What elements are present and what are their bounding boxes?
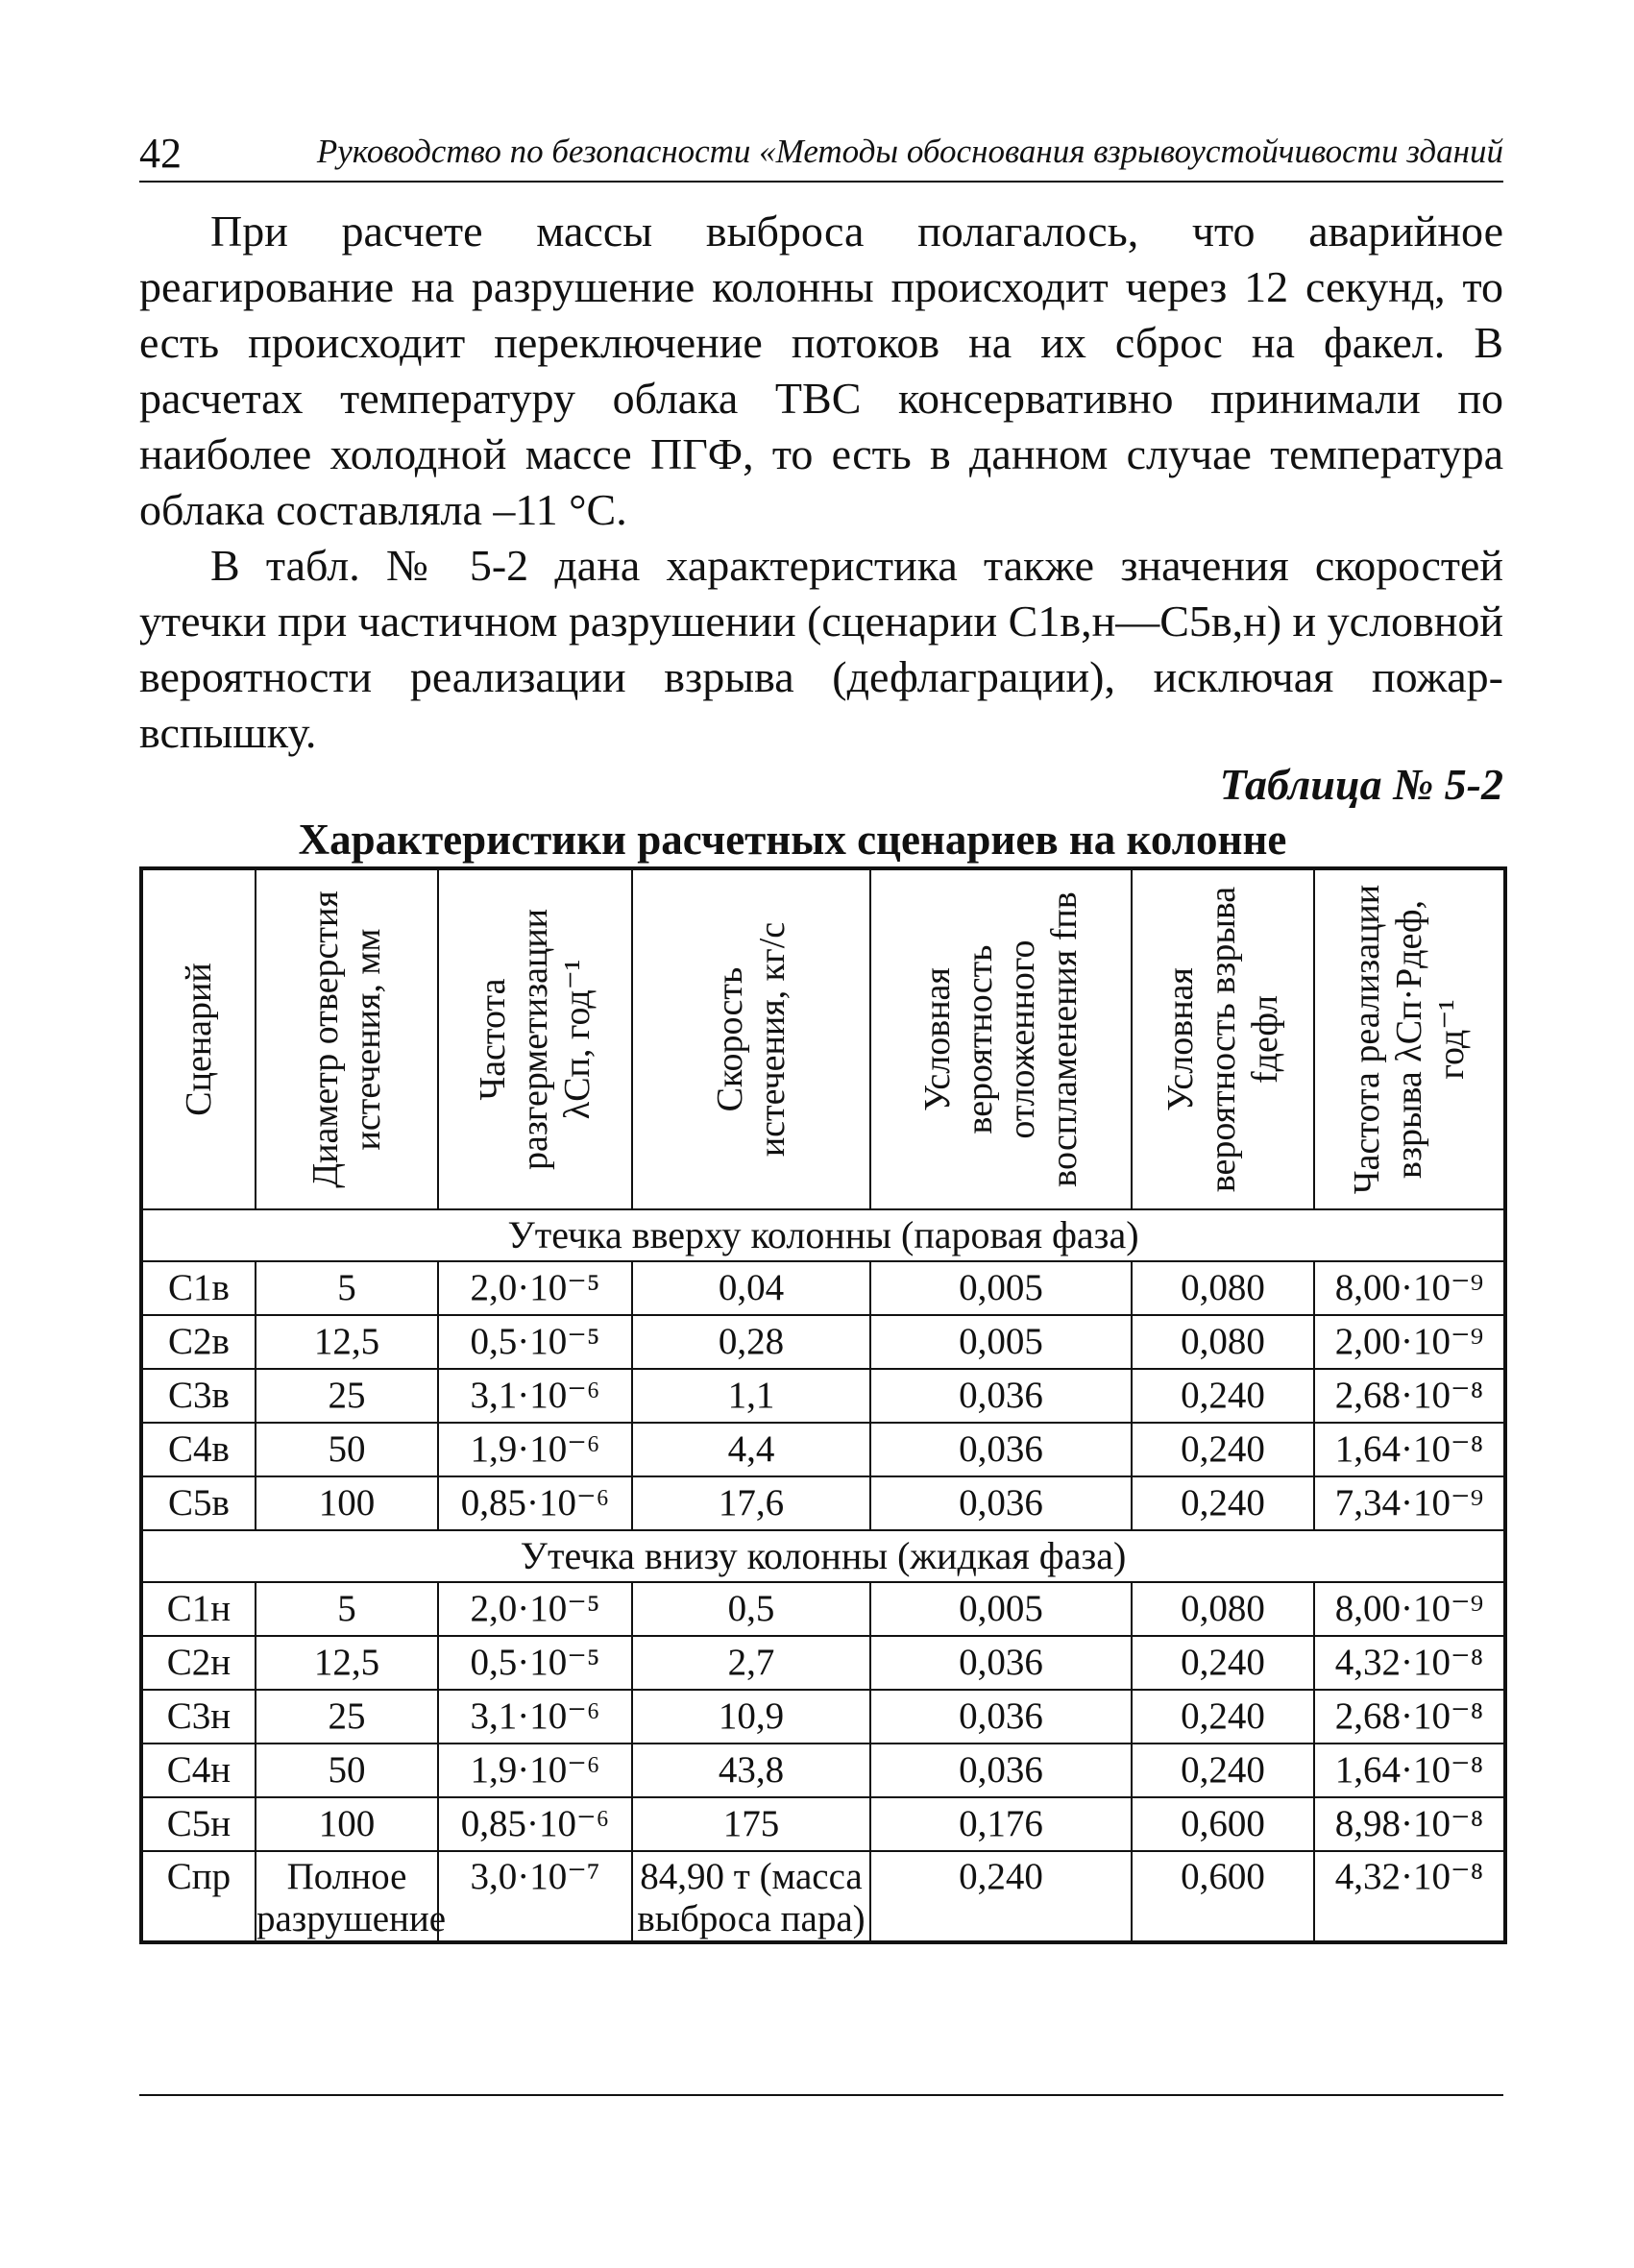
table-cell: 0,036: [870, 1690, 1132, 1744]
table-caption: [139, 757, 1503, 866]
table-cell: 5: [256, 1261, 438, 1315]
column-header: Условная вероятность отложенного воспламенения fпв: [870, 868, 1132, 1209]
table-row: [141, 1261, 1505, 1315]
table-cell: 1,9·10⁻⁶: [438, 1744, 632, 1797]
column-header: Частота реализации взрыва λCп·Pдеф, год⁻¹: [1314, 868, 1505, 1209]
table-cell: 8,00·10⁻⁹: [1314, 1261, 1505, 1315]
table-cell: 4,32·10⁻⁸: [1314, 1636, 1505, 1690]
table-cell: 0,036: [870, 1476, 1132, 1530]
table-cell: 1,9·10⁻⁶: [438, 1423, 632, 1476]
table-cell: 0,176: [870, 1797, 1132, 1851]
table-row: [141, 1423, 1505, 1476]
table-cell: 0,5·10⁻⁵: [438, 1315, 632, 1369]
table-cell: 0,240: [1132, 1369, 1314, 1423]
paragraph: В табл. № 5-2 дана характеристика также значения скоростей утечки при частичном разрушении (сценарии С1в,н—С5в,н) и условной вероятности реализации взрыва (дефлаграции), исключая пожар-вспышку.: [139, 541, 1503, 757]
table-header-row: [141, 868, 1505, 1209]
table-cell: 25: [256, 1369, 438, 1423]
table-cell: 0,005: [870, 1315, 1132, 1369]
table-cell: 43,8: [632, 1744, 870, 1797]
table-cell: 2,68·10⁻⁸: [1314, 1690, 1505, 1744]
table-cell: С2н: [141, 1636, 256, 1690]
section-title: Утечка внизу колонны (жидкая фаза): [141, 1530, 1505, 1582]
column-header: Скорость истечения, кг/с: [632, 868, 870, 1209]
section-title: Утечка вверху колонны (паровая фаза): [141, 1209, 1505, 1261]
table-cell: 0,240: [1132, 1423, 1314, 1476]
column-header: Частота разгерметизации λCп, год⁻¹: [438, 868, 632, 1209]
table-cell: 2,68·10⁻⁸: [1314, 1369, 1505, 1423]
column-header: Сценарий: [141, 868, 256, 1209]
table-cell: 175: [632, 1797, 870, 1851]
table-row: [141, 1851, 1505, 1942]
table-cell: С3н: [141, 1690, 256, 1744]
table-cell: 0,036: [870, 1636, 1132, 1690]
table-cell: 3,1·10⁻⁶: [438, 1690, 632, 1744]
table-cell: С5н: [141, 1797, 256, 1851]
page-number: 42: [139, 130, 182, 177]
table-cell: 0,240: [1132, 1744, 1314, 1797]
table-cell: 0,080: [1132, 1582, 1314, 1636]
table-row: [141, 1636, 1505, 1690]
table-cell: 4,4: [632, 1423, 870, 1476]
table-cell: 12,5: [256, 1315, 438, 1369]
footer-rule: [139, 2094, 1503, 2096]
running-header-title: Руководство по безопасности «Методы обоснования взрывоустойчивости зданий: [316, 133, 1503, 170]
table-cell: С3в: [141, 1369, 256, 1423]
table-cell: 0,080: [1132, 1315, 1314, 1369]
table-cell: 100: [256, 1797, 438, 1851]
table-cell: Спр: [141, 1851, 256, 1942]
table-cell: 0,240: [1132, 1476, 1314, 1530]
table-cell: 84,90 т (масса выброса пара): [632, 1851, 870, 1942]
table-title: Характеристики расчетных сценариев на колонне: [298, 816, 1287, 864]
table-row: [141, 1797, 1505, 1851]
table-row: [141, 1744, 1505, 1797]
table-cell: 100: [256, 1476, 438, 1530]
table-cell: 0,28: [632, 1315, 870, 1369]
table-cell: 7,34·10⁻⁹: [1314, 1476, 1505, 1530]
table-cell: 2,7: [632, 1636, 870, 1690]
table-cell: 0,240: [1132, 1690, 1314, 1744]
table-cell: 1,64·10⁻⁸: [1314, 1744, 1505, 1797]
table-number: Таблица № 5-2: [1219, 760, 1503, 809]
table-cell: 0,85·10⁻⁶: [438, 1476, 632, 1530]
table-cell: 0,080: [1132, 1261, 1314, 1315]
body-text: [139, 204, 1503, 761]
table-cell: 5: [256, 1582, 438, 1636]
table-cell: 0,5: [632, 1582, 870, 1636]
table-cell: 17,6: [632, 1476, 870, 1530]
table-row: [141, 1690, 1505, 1744]
table-row: [141, 1476, 1505, 1530]
table-cell: С1в: [141, 1261, 256, 1315]
table-cell: 8,00·10⁻⁹: [1314, 1582, 1505, 1636]
running-header: [139, 123, 1503, 183]
table-cell: 0,005: [870, 1582, 1132, 1636]
table-cell: 0,036: [870, 1369, 1132, 1423]
table-cell: 4,32·10⁻⁸: [1314, 1851, 1505, 1942]
table-cell: 1,64·10⁻⁸: [1314, 1423, 1505, 1476]
table-row: [141, 1369, 1505, 1423]
table-cell: 8,98·10⁻⁸: [1314, 1797, 1505, 1851]
table-cell: Полное разрушение: [256, 1851, 438, 1942]
table-cell: 0,240: [1132, 1636, 1314, 1690]
table-cell: 0,240: [870, 1851, 1132, 1942]
table-cell: 2,0·10⁻⁵: [438, 1261, 632, 1315]
table-cell: 0,5·10⁻⁵: [438, 1636, 632, 1690]
column-header: Условная вероятность взрыва fдефл: [1132, 868, 1314, 1209]
table-cell: 0,036: [870, 1423, 1132, 1476]
table-cell: 50: [256, 1423, 438, 1476]
table-cell: С1н: [141, 1582, 256, 1636]
table-cell: 10,9: [632, 1690, 870, 1744]
column-header: Диаметр отверстия истечения, мм: [256, 868, 438, 1209]
table-cell: С4в: [141, 1423, 256, 1476]
table-cell: 3,0·10⁻⁷: [438, 1851, 632, 1942]
table-cell: С4н: [141, 1744, 256, 1797]
table-row: [141, 1582, 1505, 1636]
table-cell: 0,005: [870, 1261, 1132, 1315]
table-row: [141, 1315, 1505, 1369]
paragraph: При расчете массы выброса полагалось, что аварийное реагирование на разрушение колонны происходит через 12 секунд, то есть происходит переключение потоков на их сброс на факел. В расчетах температуру облака ТВС консервативно принимали по наиболее холодной массе ПГФ, то есть в данном случае температура облака составляла –11 °С.: [139, 207, 1503, 534]
table-cell: С5в: [141, 1476, 256, 1530]
table-cell: 0,04: [632, 1261, 870, 1315]
table-cell: С2в: [141, 1315, 256, 1369]
table-cell: 0,036: [870, 1744, 1132, 1797]
table-section-row: [141, 1209, 1505, 1261]
table-cell: 0,600: [1132, 1797, 1314, 1851]
table-cell: 50: [256, 1744, 438, 1797]
table-cell: 0,600: [1132, 1851, 1314, 1942]
table-cell: 0,85·10⁻⁶: [438, 1797, 632, 1851]
table-cell: 3,1·10⁻⁶: [438, 1369, 632, 1423]
table-cell: 2,00·10⁻⁹: [1314, 1315, 1505, 1369]
scenario-table: [139, 866, 1507, 1944]
table-cell: 12,5: [256, 1636, 438, 1690]
table-cell: 25: [256, 1690, 438, 1744]
table-cell: 1,1: [632, 1369, 870, 1423]
table-cell: 2,0·10⁻⁵: [438, 1582, 632, 1636]
table-section-row: [141, 1530, 1505, 1582]
